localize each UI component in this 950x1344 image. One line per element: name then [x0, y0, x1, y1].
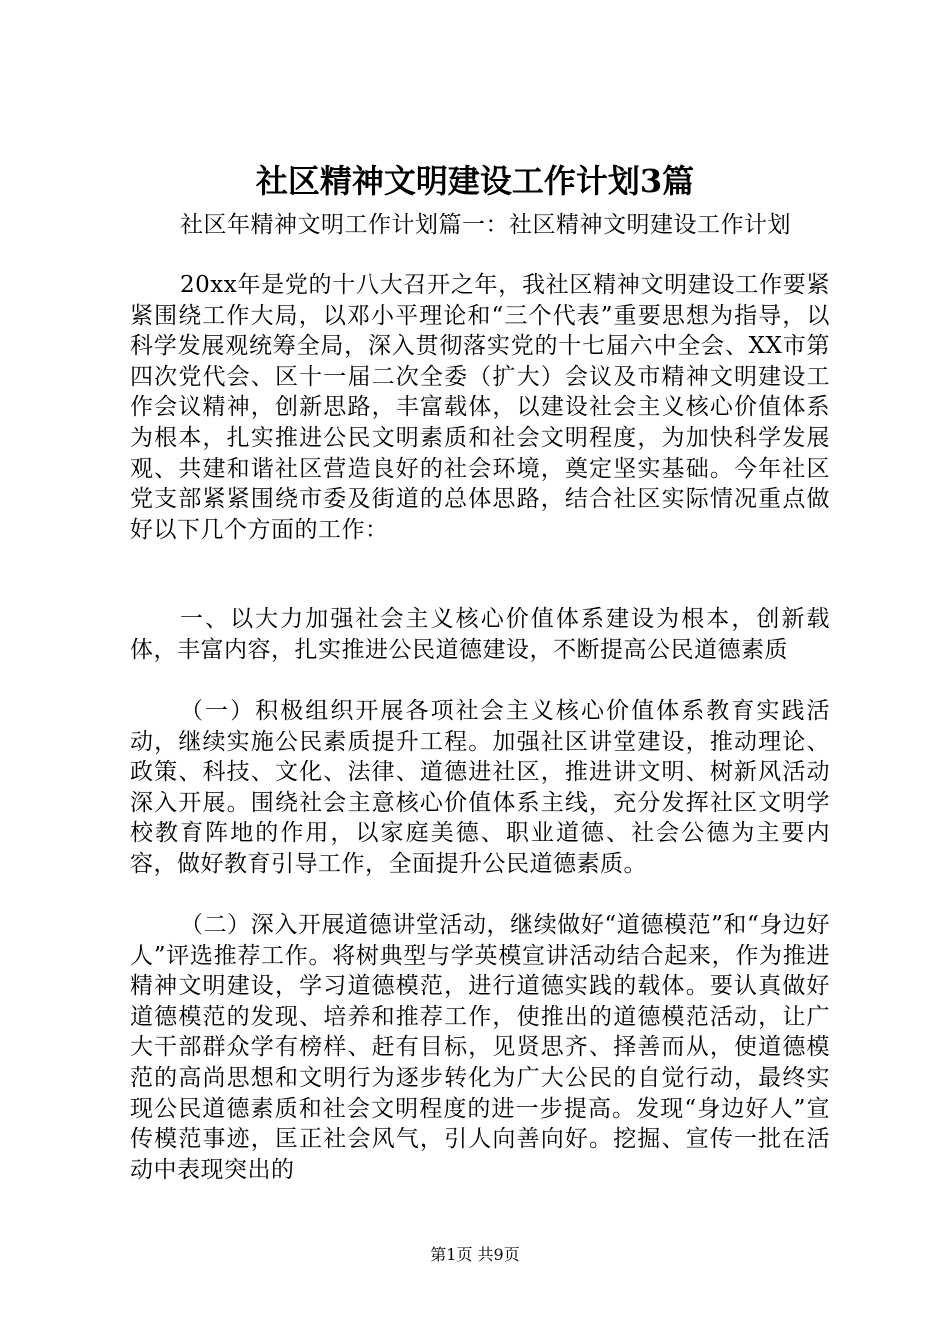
document-title: 社区精神文明建设工作计划3篇 — [255, 162, 695, 200]
subsection-one-paragraph: （一）积极组织开展各项社会主义核心价值体系教育实践活动，继续实施公民素质提升工程。加强社区讲堂建设，推动理论、政策、科技、文化、法律、道德进社区，推进讲文明、树新风活动深入开展。围绕社会主意核心价值体系主线，充分发挥社区文明学校教育阵地的作用，以家庭美德、职业道德、社会公德为主要内容，做好教育引导工作，全面提升公民道德素质。 — [130, 698, 830, 877]
subtitle-paragraph: 社区年精神文明工作计划篇一：社区精神文明建设工作计划 — [180, 212, 791, 238]
intro-paragraph: 20xx年是党的十八大召开之年，我社区精神文明建设工作要紧紧围绕工作大局，以邓小平理论和“三个代表”重要思想为指导，以科学发展观统筹全局，深入贯彻落实党的十七届六中全会、XX市第四次党代会、区十一届二次全委（扩大）会议及市精神文明建设工作会议精神，创新思路，丰富载体，以建设社会主义核心价值体系为根本，扎实推进公民文明素质和社会文明程度，为加快科学发展观、共建和谐社区营造良好的社会环境，奠定坚实基础。今年社区党支部紧紧围绕市委及街道的总体思路，结合社区实际情况重点做好以下几个方面的工作： — [130, 272, 830, 543]
page-footer: 第1页 共9页 — [430, 1245, 520, 1264]
section-one-heading: 一、以大力加强社会主义核心价值体系建设为根本，创新载体，丰富内容，扎实推进公民道德建设，不断提高公民道德素质 — [130, 606, 830, 663]
subsection-two-paragraph: （二）深入开展道德讲堂活动，继续做好“道德模范”和“身边好人”评选推荐工作。将树典型与学英模宣讲活动结合起来，作为推进精神文明建设，学习道德模范，进行道德实践的载体。要认真做好道德模范的发现、培养和推荐工作，使推出的道德模范活动，让广大干部群众学有榜样、赶有目标，见贤思齐、择善而从，使道德模范的高尚思想和文明行为逐步转化为广大公民的自觉行动，最终实现公民道德素质和社会文明程度的进一步提高。发现“身边好人”宣传模范事迹，匡正社会风气，引人向善向好。挖掘、宣传一批在活动中表现突出的 — [130, 912, 830, 1183]
